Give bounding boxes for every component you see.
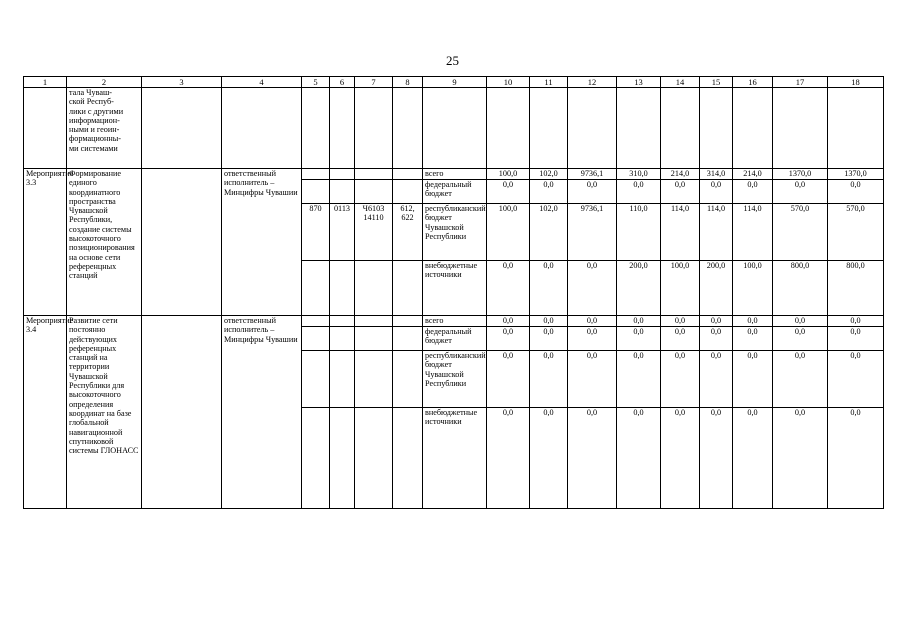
event-code: Мероприятие 3.4 <box>24 316 67 509</box>
funding-value: 102,0 <box>530 204 568 261</box>
column-header: 9 <box>423 77 487 88</box>
empty-cell <box>393 316 423 327</box>
funding-value: 0,0 <box>733 327 773 351</box>
column-header: 8 <box>393 77 423 88</box>
empty-cell <box>355 169 393 180</box>
empty-cell <box>393 327 423 351</box>
empty-cell <box>302 408 330 509</box>
funding-source: республиканский бюджет Чувашской Республики <box>423 204 487 261</box>
funding-value: 114,0 <box>661 204 700 261</box>
funding-value: 0,0 <box>568 261 617 316</box>
empty-cell <box>393 351 423 408</box>
column-header: 3 <box>142 77 222 88</box>
funding-value: 0,0 <box>700 327 733 351</box>
funding-value: 0,0 <box>773 408 828 509</box>
funding-value: 800,0 <box>828 261 884 316</box>
empty-cell <box>393 261 423 316</box>
budget-code-gr: 870 <box>302 204 330 261</box>
empty-cell <box>330 261 355 316</box>
funding-value: 0,0 <box>700 180 733 204</box>
funding-value: 0,0 <box>568 180 617 204</box>
funding-value: 0,0 <box>773 180 828 204</box>
funding-value: 0,0 <box>733 316 773 327</box>
funding-value: 0,0 <box>530 327 568 351</box>
funding-value: 570,0 <box>828 204 884 261</box>
funding-value: 310,0 <box>617 169 661 180</box>
carry-over-row <box>24 88 884 169</box>
funding-value: 0,0 <box>487 261 530 316</box>
funding-value: 0,0 <box>661 316 700 327</box>
funding-value: 114,0 <box>733 204 773 261</box>
event-name: Формирование единого координатного пространства Чувашской Республики, создание системы высокоточного позиционирования на основе сети референцных станций <box>67 169 142 316</box>
funding-value: 0,0 <box>700 316 733 327</box>
budget-code-rz-pr: 0113 <box>330 204 355 261</box>
funding-value: 0,0 <box>828 316 884 327</box>
empty-cell <box>330 180 355 204</box>
empty-cell <box>330 316 355 327</box>
funding-value: 0,0 <box>530 180 568 204</box>
funding-value: 0,0 <box>828 351 884 408</box>
column-header: 4 <box>222 77 302 88</box>
funding-source: республиканский бюджет Чувашской Республики <box>423 351 487 408</box>
empty-cell <box>330 351 355 408</box>
funding-value: 0,0 <box>700 408 733 509</box>
funding-value: 0,0 <box>487 327 530 351</box>
funding-value: 200,0 <box>617 261 661 316</box>
funding-value: 0,0 <box>530 261 568 316</box>
funding-value: 0,0 <box>773 316 828 327</box>
funding-value: 0,0 <box>568 327 617 351</box>
column-header: 16 <box>733 77 773 88</box>
funding-value: 0,0 <box>773 351 828 408</box>
page-number: 25 <box>446 53 459 68</box>
column-header: 14 <box>661 77 700 88</box>
budget-code-vr: 612, 622 <box>393 204 423 261</box>
funding-value: 0,0 <box>530 408 568 509</box>
funding-value: 114,0 <box>700 204 733 261</box>
funding-value: 200,0 <box>700 261 733 316</box>
funding-value: 100,0 <box>661 261 700 316</box>
funding-value: 110,0 <box>617 204 661 261</box>
column-header: 1 <box>24 77 67 88</box>
empty-cell <box>302 351 330 408</box>
column-header: 10 <box>487 77 530 88</box>
funding-value: 0,0 <box>617 408 661 509</box>
funding-value: 9736,1 <box>568 169 617 180</box>
funding-source: внебюджетные источники <box>423 408 487 509</box>
funding-value: 0,0 <box>487 408 530 509</box>
funding-value: 0,0 <box>530 316 568 327</box>
column-header: 17 <box>773 77 828 88</box>
column-header: 13 <box>617 77 661 88</box>
funding-value: 102,0 <box>530 169 568 180</box>
funding-value: 0,0 <box>733 180 773 204</box>
empty-cell <box>302 169 330 180</box>
funding-value: 800,0 <box>773 261 828 316</box>
empty-cell <box>302 327 330 351</box>
funding-value: 0,0 <box>661 351 700 408</box>
event-row <box>24 316 884 327</box>
funding-source: федеральный бюджет <box>423 180 487 204</box>
empty-cell <box>142 169 222 316</box>
funding-value: 570,0 <box>773 204 828 261</box>
empty-cell <box>302 316 330 327</box>
funding-value: 0,0 <box>568 316 617 327</box>
empty-cell <box>355 327 393 351</box>
funding-value: 0,0 <box>568 408 617 509</box>
column-header: 2 <box>67 77 142 88</box>
responsible-executor: ответственный исполнитель – Минцифры Чувашии <box>222 169 302 316</box>
column-header: 5 <box>302 77 330 88</box>
funding-value: 0,0 <box>530 351 568 408</box>
empty-cell <box>393 408 423 509</box>
funding-source: всего <box>423 316 487 327</box>
column-header: 11 <box>530 77 568 88</box>
funding-value: 100,0 <box>487 169 530 180</box>
funding-value: 214,0 <box>733 169 773 180</box>
empty-cell <box>142 316 222 509</box>
funding-value: 100,0 <box>487 204 530 261</box>
empty-cell <box>355 408 393 509</box>
empty-cell <box>302 180 330 204</box>
funding-value: 1370,0 <box>773 169 828 180</box>
event-code: Мероприятие 3.3 <box>24 169 67 316</box>
column-header-row <box>24 77 884 88</box>
column-header: 18 <box>828 77 884 88</box>
funding-value: 0,0 <box>617 327 661 351</box>
funding-value: 0,0 <box>487 316 530 327</box>
column-header: 15 <box>700 77 733 88</box>
funding-value: 0,0 <box>617 180 661 204</box>
column-header: 6 <box>330 77 355 88</box>
funding-value: 0,0 <box>487 351 530 408</box>
empty-cell <box>355 180 393 204</box>
event-name: Развитие сети постоянно действующих референцных станций на территории Чувашской Республики для высокоточного определения координат на базе глобальной навигационной спутниковой системы ГЛОНАСС <box>67 316 142 509</box>
column-header: 12 <box>568 77 617 88</box>
funding-value: 0,0 <box>487 180 530 204</box>
empty-cell <box>330 169 355 180</box>
empty-cell <box>330 327 355 351</box>
funding-value: 0,0 <box>773 327 828 351</box>
funding-value: 0,0 <box>617 351 661 408</box>
budget-code-csr: Ч6103 14110 <box>355 204 393 261</box>
funding-value: 0,0 <box>828 408 884 509</box>
funding-value: 0,0 <box>828 327 884 351</box>
funding-source: федеральный бюджет <box>423 327 487 351</box>
empty-cell <box>355 261 393 316</box>
funding-value: 0,0 <box>661 180 700 204</box>
funding-value: 214,0 <box>661 169 700 180</box>
empty-cell <box>355 351 393 408</box>
funding-value: 0,0 <box>568 351 617 408</box>
funding-value: 0,0 <box>700 351 733 408</box>
funding-value: 100,0 <box>733 261 773 316</box>
carry-over-col1 <box>24 88 67 169</box>
funding-value: 0,0 <box>733 408 773 509</box>
empty-cell <box>355 316 393 327</box>
column-header: 7 <box>355 77 393 88</box>
funding-value: 9736,1 <box>568 204 617 261</box>
funding-value: 0,0 <box>661 327 700 351</box>
funding-source: внебюджетные источники <box>423 261 487 316</box>
funding-value: 1370,0 <box>828 169 884 180</box>
funding-value: 0,0 <box>733 351 773 408</box>
funding-value: 0,0 <box>828 180 884 204</box>
empty-cell <box>302 261 330 316</box>
funding-value: 0,0 <box>661 408 700 509</box>
responsible-executor: ответственный исполнитель – Минцифры Чувашии <box>222 316 302 509</box>
funding-value: 314,0 <box>700 169 733 180</box>
empty-cell <box>330 408 355 509</box>
funding-value: 0,0 <box>617 316 661 327</box>
empty-cell <box>393 180 423 204</box>
carry-over-name: тала Чуваш- ской Респуб- лики с другими информацион- ными и геоин- формационны- ми системами <box>67 88 142 169</box>
event-row <box>24 169 884 180</box>
budget-table <box>23 76 884 509</box>
funding-source: всего <box>423 169 487 180</box>
empty-cell <box>393 169 423 180</box>
